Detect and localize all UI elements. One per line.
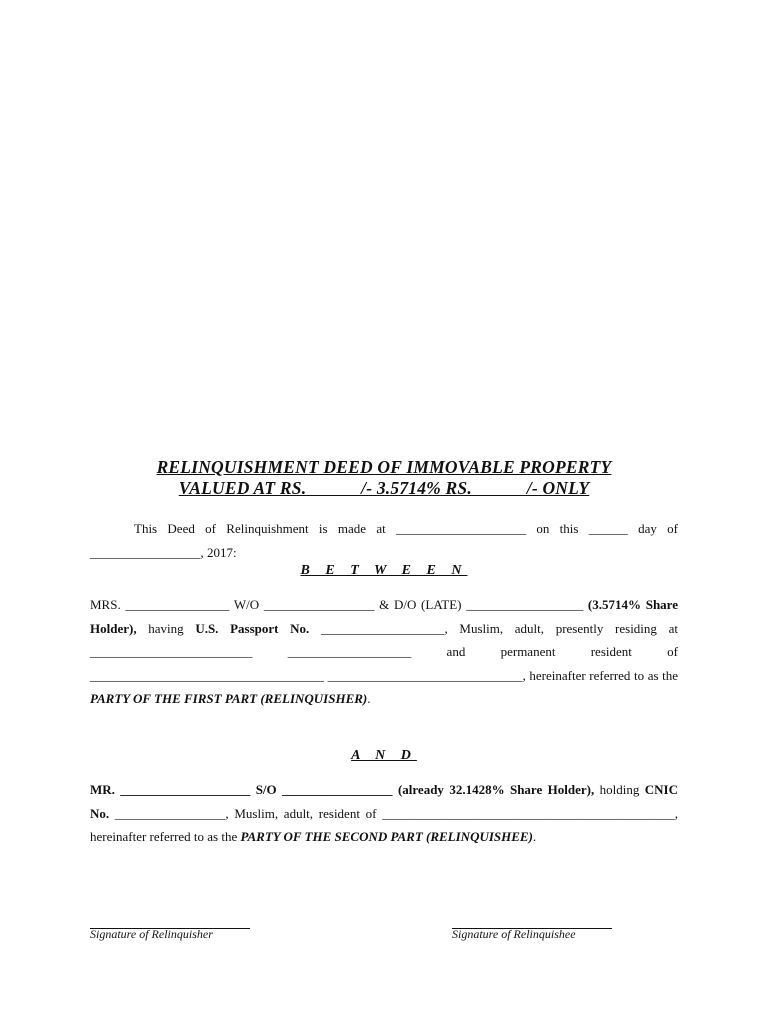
first-party-paragraph	[90, 593, 678, 711]
between-heading: B E T W E E N	[300, 563, 468, 578]
second-party-prefix: MR. ____________________ S/O _________________	[90, 782, 398, 797]
and-heading: A N D	[351, 748, 417, 763]
first-party-end: .	[367, 691, 371, 706]
deed-title-line-2: VALUED AT RS. /- 3.5714% RS. /- ONLY	[178, 478, 590, 498]
first-party-details: ___________________, Muslim, adult, presently residing at _________________________ ___________________ and permanent resident of ____________________________________ ______________________________, hereinafter referred to as the	[90, 620, 678, 683]
intro-text-1: This Deed of Relinquishment is made at ____________________ on this ______	[134, 521, 628, 536]
second-party-details: _________________, Muslim, adult, resident of _____________________________________________, hereinafter referred to as the	[90, 805, 678, 844]
relinquisher-signature-label: Signature of Relinquisher	[90, 927, 213, 941]
first-party-passport: U.S. Passport No.	[195, 620, 310, 636]
intro-paragraph	[90, 517, 678, 564]
second-party-end: .	[532, 829, 537, 844]
second-party-cnic: CNIC No.	[90, 782, 678, 821]
first-party-having: having	[136, 620, 196, 636]
intro-text-2: day of _________________, 2017:	[90, 521, 679, 560]
first-party-designation: PARTY OF THE FIRST PART (RELINQUISHER)	[90, 691, 368, 706]
second-party-designation: PARTY OF THE SECOND PART (RELINQUISHEE)	[240, 829, 533, 844]
first-party-prefix: MRS. ________________ W/O _________________ & D/O (LATE) __________________	[90, 597, 588, 612]
second-party-paragraph	[90, 778, 678, 849]
deed-title-line-1: RELINQUISHMENT DEED OF IMMOVABLE PROPERTY	[156, 457, 612, 477]
second-party-holding: holding	[594, 782, 645, 797]
relinquishee-signature-label: Signature of Relinquishee	[452, 927, 576, 941]
first-party-share: (3.5714% Share Holder),	[90, 597, 678, 636]
second-party-share: (already 32.1428% Share Holder),	[397, 782, 595, 797]
